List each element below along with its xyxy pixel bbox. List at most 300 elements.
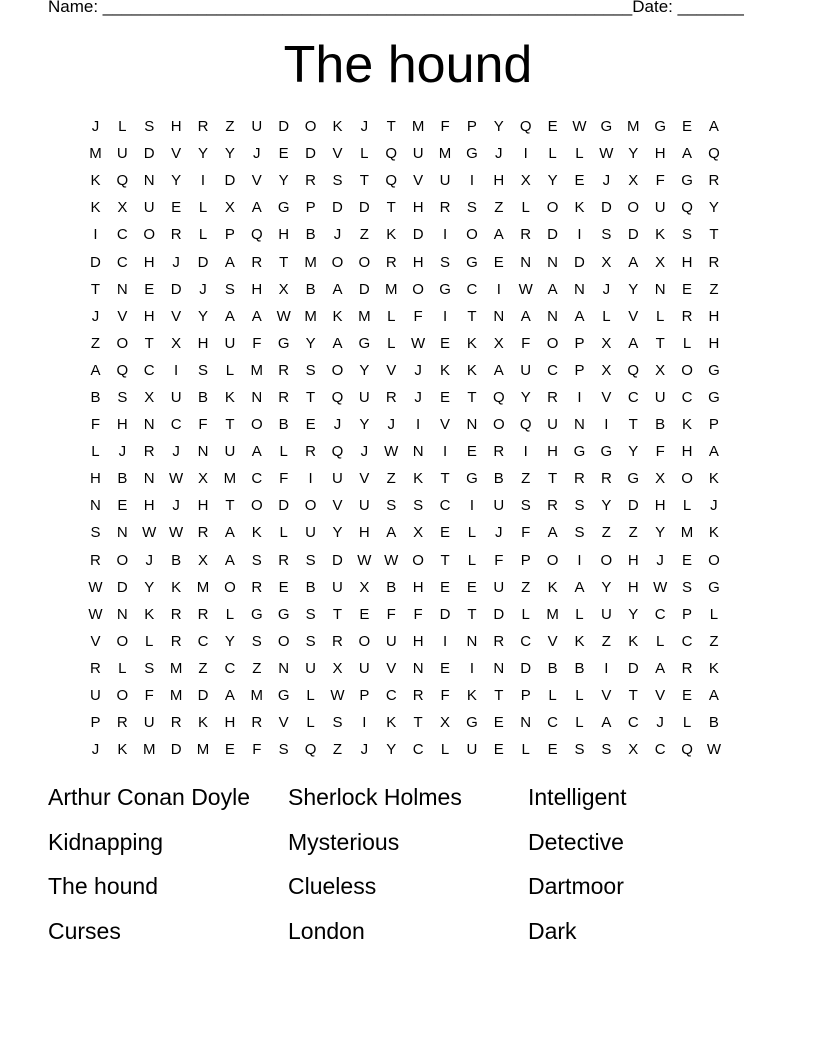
- grid-cell: R: [197, 605, 209, 623]
- grid-cell: O: [358, 253, 371, 271]
- grid-cell: S: [305, 605, 316, 623]
- grid-cell: S: [520, 497, 531, 515]
- grid-cell: J: [360, 741, 369, 759]
- grid-cell: T: [628, 416, 638, 434]
- grid-cell: L: [682, 714, 692, 732]
- grid-cell: X: [601, 253, 612, 271]
- grid-cell: M: [546, 605, 559, 623]
- grid-cell: Y: [655, 524, 666, 542]
- word-list-item: Intelligent: [528, 784, 627, 810]
- grid-cell: P: [574, 361, 585, 379]
- grid-cell: F: [198, 416, 208, 434]
- grid-cell: S: [386, 497, 397, 515]
- grid-cell: L: [198, 199, 208, 217]
- grid-cell: R: [90, 551, 101, 569]
- grid-cell: N: [251, 388, 263, 406]
- grid-cell: U: [520, 361, 532, 379]
- grid-cell: N: [493, 659, 505, 677]
- grid-cell: G: [466, 145, 478, 163]
- header-line: [48, 0, 744, 17]
- grid-cell: G: [466, 253, 478, 271]
- grid-cell: N: [197, 443, 209, 461]
- grid-cell: H: [143, 253, 155, 271]
- grid-cell: D: [627, 497, 639, 515]
- grid-cell: P: [359, 687, 370, 705]
- grid-cell: C: [627, 388, 639, 406]
- grid-cell: A: [520, 307, 531, 325]
- grid-cell: D: [600, 199, 612, 217]
- page-title: The hound: [283, 36, 533, 94]
- grid-cell: V: [171, 145, 182, 163]
- grid-cell: A: [493, 226, 504, 244]
- grid-cell: Y: [171, 172, 182, 190]
- grid-cell: W: [384, 551, 399, 569]
- grid-cell: Y: [305, 334, 316, 352]
- grid-cell: H: [708, 334, 720, 352]
- word-list: [48, 775, 768, 953]
- grid-cell: U: [439, 172, 451, 190]
- grid-cell: S: [305, 632, 316, 650]
- grid-cell: K: [251, 524, 262, 542]
- grid-cell: Y: [332, 524, 343, 542]
- grid-cell: C: [547, 361, 558, 379]
- grid-cell: S: [332, 714, 343, 732]
- grid-cell: N: [520, 253, 532, 271]
- grid-cell: U: [600, 605, 612, 623]
- grid-cell: M: [358, 307, 371, 325]
- grid-cell: V: [440, 416, 451, 434]
- grid-cell: D: [90, 253, 101, 271]
- grid-cell: Q: [331, 388, 344, 406]
- grid-cell: U: [332, 470, 343, 488]
- grid-cell: A: [655, 659, 666, 677]
- grid-cell: U: [224, 334, 236, 352]
- grid-cell: V: [359, 470, 370, 488]
- grid-cell: Z: [709, 280, 719, 298]
- grid-cell: E: [440, 334, 451, 352]
- grid-cell: J: [602, 280, 611, 298]
- grid-cell: P: [708, 416, 719, 434]
- grid-cell: C: [681, 388, 693, 406]
- word-list-item: Curses: [48, 917, 121, 944]
- grid-cell: E: [144, 280, 155, 298]
- grid-cell: X: [628, 172, 639, 190]
- grid-cell: N: [412, 443, 424, 461]
- grid-cell: S: [574, 524, 585, 542]
- grid-cell: B: [278, 416, 289, 434]
- grid-cell: R: [547, 497, 558, 515]
- grid-cell: P: [520, 551, 531, 569]
- grid-cell: R: [170, 226, 182, 244]
- grid-cell: P: [90, 714, 101, 732]
- grid-cell: K: [332, 307, 343, 325]
- grid-cell: N: [574, 280, 585, 298]
- grid-cell: W: [518, 280, 533, 298]
- grid-cell: V: [628, 307, 639, 325]
- grid-cell: L: [521, 741, 530, 759]
- grid-cell: A: [493, 361, 504, 379]
- grid-cell: R: [547, 388, 558, 406]
- grid-cell: K: [708, 470, 719, 488]
- grid-cell: O: [250, 416, 263, 434]
- grid-cell: H: [493, 172, 505, 190]
- grid-cell: H: [412, 578, 424, 596]
- grid-cell: M: [169, 687, 183, 705]
- grid-cell: R: [278, 361, 290, 379]
- grid-cell: R: [385, 253, 397, 271]
- grid-cell: J: [333, 226, 342, 244]
- grid-cell: O: [116, 632, 129, 650]
- grid-cell: T: [467, 388, 477, 406]
- grid-cell: I: [604, 416, 609, 434]
- grid-cell: G: [573, 443, 586, 461]
- grid-cell: L: [360, 145, 369, 163]
- grid-cell: K: [171, 578, 182, 596]
- grid-cell: O: [277, 632, 290, 650]
- grid-cell: L: [467, 551, 477, 569]
- grid-cell: L: [575, 605, 584, 623]
- grid-cell: G: [277, 199, 290, 217]
- grid-cell: T: [467, 605, 477, 623]
- grid-cell: L: [575, 714, 584, 732]
- grid-cell: O: [358, 632, 371, 650]
- grid-cell: R: [385, 388, 397, 406]
- grid-cell: O: [331, 361, 344, 379]
- grid-cell: A: [682, 145, 693, 163]
- grid-cell: F: [655, 443, 665, 461]
- grid-cell: T: [386, 199, 396, 217]
- grid-cell: E: [466, 578, 477, 596]
- grid-cell: W: [653, 578, 668, 596]
- grid-cell: S: [601, 741, 612, 759]
- grid-cell: Q: [519, 416, 532, 434]
- grid-cell: B: [305, 226, 316, 244]
- grid-cell: A: [547, 524, 558, 542]
- grid-cell: G: [708, 578, 720, 596]
- grid-cell: D: [439, 605, 451, 623]
- grid-cell: A: [601, 714, 612, 732]
- grid-cell: O: [681, 470, 693, 488]
- grid-cell: N: [116, 524, 128, 542]
- grid-cell: L: [387, 334, 396, 352]
- grid-cell: P: [305, 199, 316, 217]
- grid-cell: E: [574, 172, 585, 190]
- grid-cell: Q: [331, 443, 344, 461]
- grid-cell: Z: [332, 741, 343, 759]
- grid-cell: B: [386, 578, 397, 596]
- word-list-item: London: [288, 917, 365, 944]
- grid-cell: Q: [681, 199, 693, 217]
- grid-cell: S: [251, 551, 262, 569]
- grid-cell: U: [654, 199, 666, 217]
- grid-cell: J: [91, 741, 100, 759]
- grid-cell: A: [547, 280, 558, 298]
- grid-cell: T: [305, 388, 316, 406]
- grid-cell: R: [681, 307, 693, 325]
- grid-cell: A: [628, 253, 639, 271]
- grid-cell: J: [172, 497, 180, 515]
- grid-cell: D: [305, 145, 316, 163]
- grid-cell: O: [600, 551, 613, 569]
- grid-cell: A: [708, 443, 719, 461]
- grid-cell: L: [306, 714, 315, 732]
- grid-cell: W: [169, 524, 184, 542]
- grid-cell: H: [170, 118, 182, 136]
- grid-cell: F: [440, 687, 450, 705]
- grid-cell: C: [385, 687, 397, 705]
- grid-cell: K: [90, 199, 101, 217]
- grid-cell: C: [627, 714, 639, 732]
- grid-cell: S: [440, 253, 451, 271]
- grid-cell: E: [278, 578, 289, 596]
- grid-cell: Q: [519, 118, 532, 136]
- grid-cell: R: [170, 632, 182, 650]
- grid-cell: U: [305, 524, 316, 542]
- grid-cell: O: [412, 551, 424, 569]
- grid-cell: N: [574, 416, 585, 434]
- grid-cell: L: [225, 361, 235, 379]
- grid-cell: B: [198, 388, 209, 406]
- grid-cell: N: [466, 416, 478, 434]
- grid-cell: Y: [601, 578, 612, 596]
- grid-cell: M: [142, 741, 156, 759]
- grid-cell: U: [493, 578, 505, 596]
- grid-cell: Z: [90, 334, 101, 352]
- grid-cell: M: [250, 687, 264, 705]
- grid-cell: T: [655, 334, 665, 352]
- grid-cell: F: [252, 334, 262, 352]
- grid-cell: X: [655, 253, 666, 271]
- grid-cell: P: [574, 334, 585, 352]
- grid-cell: S: [332, 172, 343, 190]
- grid-cell: B: [655, 416, 666, 434]
- grid-cell: C: [116, 253, 128, 271]
- grid-cell: E: [493, 253, 504, 271]
- grid-cell: N: [654, 280, 666, 298]
- letter-grid: [82, 113, 727, 763]
- grid-cell: H: [197, 334, 209, 352]
- grid-cell: E: [682, 118, 693, 136]
- grid-cell: J: [253, 145, 261, 163]
- grid-cell: X: [117, 199, 128, 217]
- grid-cell: U: [385, 632, 397, 650]
- grid-cell: L: [575, 145, 584, 163]
- grid-cell: V: [90, 632, 101, 650]
- grid-cell: G: [681, 172, 693, 190]
- grid-cell: Z: [601, 632, 611, 650]
- grid-cell: D: [358, 280, 370, 298]
- grid-cell: T: [225, 416, 235, 434]
- grid-cell: R: [251, 253, 263, 271]
- grid-cell: B: [90, 388, 101, 406]
- grid-cell: X: [493, 334, 504, 352]
- grid-cell: N: [90, 497, 101, 515]
- grid-cell: G: [250, 605, 263, 623]
- grid-cell: O: [116, 334, 129, 352]
- grid-cell: U: [143, 714, 155, 732]
- grid-cell: X: [278, 280, 289, 298]
- grid-cell: A: [251, 199, 262, 217]
- grid-cell: G: [708, 361, 720, 379]
- grid-cell: F: [655, 172, 665, 190]
- grid-cell: T: [90, 280, 101, 298]
- grid-cell: S: [574, 741, 585, 759]
- grid-cell: O: [466, 226, 478, 244]
- grid-cell: S: [682, 226, 693, 244]
- grid-cell: B: [574, 659, 585, 677]
- grid-cell: V: [386, 361, 397, 379]
- grid-cell: J: [172, 443, 180, 461]
- grid-cell: Z: [252, 659, 262, 677]
- grid-cell: G: [358, 334, 371, 352]
- grid-cell: J: [387, 416, 395, 434]
- grid-cell: E: [305, 416, 316, 434]
- grid-cell: W: [88, 578, 103, 596]
- grid-cell: A: [224, 551, 235, 569]
- grid-cell: B: [305, 578, 316, 596]
- grid-cell: Y: [144, 578, 155, 596]
- grid-cell: C: [116, 226, 128, 244]
- grid-cell: X: [413, 524, 424, 542]
- grid-cell: W: [330, 687, 345, 705]
- grid-cell: D: [627, 659, 639, 677]
- grid-cell: Y: [628, 145, 639, 163]
- grid-cell: E: [493, 714, 504, 732]
- grid-cell: K: [655, 226, 666, 244]
- grid-cell: I: [577, 551, 582, 569]
- grid-cell: H: [143, 307, 155, 325]
- grid-cell: D: [332, 551, 343, 569]
- grid-cell: K: [682, 416, 693, 434]
- grid-cell: U: [332, 578, 343, 596]
- grid-cell: F: [440, 118, 450, 136]
- grid-cell: F: [413, 605, 423, 623]
- grid-cell: I: [442, 632, 448, 650]
- grid-cell: G: [466, 470, 478, 488]
- grid-cell: Q: [250, 226, 263, 244]
- grid-cell: G: [277, 334, 290, 352]
- grid-cell: Y: [198, 307, 209, 325]
- grid-cell: L: [91, 443, 100, 461]
- grid-cell: V: [386, 659, 397, 677]
- grid-cell: T: [359, 172, 369, 190]
- grid-cell: Z: [709, 632, 719, 650]
- grid-cell: G: [600, 118, 613, 136]
- grid-cell: H: [90, 470, 101, 488]
- grid-cell: U: [358, 497, 370, 515]
- grid-cell: N: [547, 307, 558, 325]
- grid-cell: M: [680, 524, 694, 542]
- grid-cell: L: [521, 199, 530, 217]
- grid-cell: U: [251, 118, 263, 136]
- grid-cell: L: [279, 443, 288, 461]
- grid-cell: L: [118, 118, 127, 136]
- grid-cell: S: [117, 388, 128, 406]
- grid-cell: I: [308, 470, 313, 488]
- grid-cell: J: [118, 443, 127, 461]
- grid-cell: C: [143, 361, 155, 379]
- grid-cell: G: [600, 443, 613, 461]
- word-list-item: Detective: [528, 828, 624, 855]
- grid-cell: D: [170, 280, 182, 298]
- grid-cell: A: [628, 334, 639, 352]
- grid-cell: Q: [708, 145, 720, 163]
- grid-cell: S: [305, 361, 316, 379]
- grid-cell: X: [628, 741, 639, 759]
- grid-cell: E: [278, 145, 289, 163]
- grid-cell: O: [116, 687, 129, 705]
- grid-cell: L: [602, 307, 611, 325]
- grid-cell: L: [709, 605, 719, 623]
- grid-cell: L: [521, 605, 530, 623]
- grid-cell: X: [601, 334, 612, 352]
- grid-cell: Z: [359, 226, 369, 244]
- grid-cell: B: [117, 470, 128, 488]
- grid-cell: X: [655, 470, 666, 488]
- grid-cell: A: [224, 524, 235, 542]
- grid-cell: D: [278, 118, 290, 136]
- grid-cell: H: [116, 416, 128, 434]
- grid-cell: I: [469, 497, 474, 515]
- grid-cell: S: [413, 497, 424, 515]
- grid-cell: O: [412, 280, 424, 298]
- grid-cell: E: [171, 199, 182, 217]
- grid-cell: B: [547, 659, 558, 677]
- grid-cell: O: [546, 551, 559, 569]
- grid-cell: B: [305, 280, 316, 298]
- grid-cell: L: [655, 307, 665, 325]
- grid-cell: E: [547, 741, 558, 759]
- grid-cell: C: [412, 741, 424, 759]
- grid-cell: I: [174, 361, 179, 379]
- grid-cell: C: [170, 416, 182, 434]
- grid-cell: U: [493, 497, 505, 515]
- grid-cell: X: [198, 470, 209, 488]
- grid-cell: O: [224, 578, 236, 596]
- word-list-item: Dark: [528, 917, 577, 944]
- grid-cell: X: [144, 388, 155, 406]
- grid-cell: H: [627, 551, 639, 569]
- grid-cell: X: [359, 578, 370, 596]
- grid-cell: Q: [385, 172, 398, 190]
- grid-cell: Y: [359, 416, 370, 434]
- grid-cell: K: [628, 632, 639, 650]
- grid-cell: U: [358, 388, 370, 406]
- grid-cell: R: [708, 172, 720, 190]
- grid-cell: I: [469, 659, 474, 677]
- grid-cell: R: [600, 470, 612, 488]
- grid-cell: R: [493, 443, 505, 461]
- grid-cell: Q: [385, 145, 398, 163]
- grid-cell: V: [332, 145, 343, 163]
- grid-cell: O: [304, 118, 317, 136]
- grid-cell: K: [708, 659, 719, 677]
- grid-cell: M: [223, 470, 237, 488]
- grid-cell: P: [520, 687, 531, 705]
- grid-cell: T: [413, 714, 423, 732]
- grid-cell: L: [467, 524, 477, 542]
- grid-cell: H: [412, 253, 424, 271]
- grid-cell: F: [413, 307, 423, 325]
- grid-cell: A: [574, 307, 585, 325]
- grid-cell: C: [654, 741, 666, 759]
- grid-cell: T: [440, 551, 450, 569]
- grid-cell: N: [466, 632, 478, 650]
- grid-cell: S: [144, 659, 155, 677]
- grid-cell: K: [574, 632, 585, 650]
- grid-cell: R: [278, 388, 290, 406]
- grid-cell: Q: [492, 388, 505, 406]
